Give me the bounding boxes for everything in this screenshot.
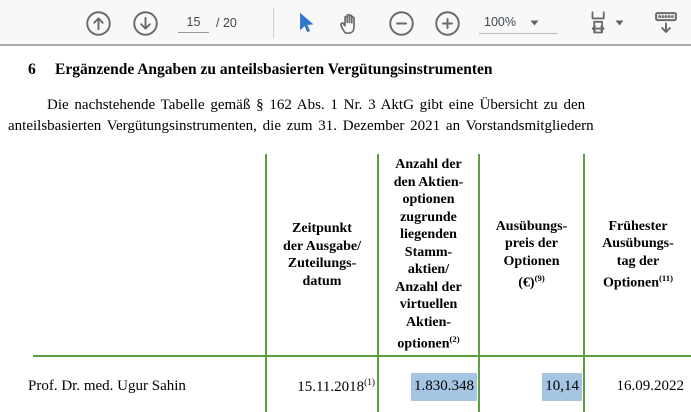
arrow-down-circle-icon	[132, 10, 159, 37]
fit-width-page-icon	[588, 10, 615, 37]
select-tool-button[interactable]	[291, 8, 321, 38]
cursor-arrow-icon	[293, 10, 319, 36]
footnote-marker: (2)	[449, 334, 460, 345]
next-page-button[interactable]	[130, 8, 160, 38]
section-title: Ergänzende Angaben zu anteilsbasierten Vergütungsinstrumenten	[55, 61, 493, 78]
footnote-marker: (11)	[659, 273, 673, 284]
footnote-marker: (1)	[364, 378, 375, 388]
body-paragraph-line-2: anteilsbasierten Vergütungsinstrumenten, die zum 31. Dezember 2021 an Vorstandsmitgliedern	[8, 118, 594, 134]
zoom-in-button[interactable]	[432, 8, 462, 38]
zoom-level-value: 100%	[484, 14, 516, 29]
zoom-out-button[interactable]	[386, 8, 416, 38]
row-earliest-exercise-date: 16.09.2022	[616, 378, 684, 394]
body-paragraph-line-1: Die nachstehende Tabelle gemäß § 162 Abs. 1 Nr. 3 AktG gibt eine Übersicht zu den	[47, 97, 586, 113]
column-header-issue-date: Zeitpunkt der Ausgabe/ Zuteilungs- datum	[283, 221, 361, 289]
arrow-up-circle-icon	[85, 10, 112, 37]
highlighted-exercise-price: 10,14	[542, 373, 582, 401]
caret-down-icon	[516, 13, 539, 31]
plus-circle-icon	[434, 10, 461, 37]
row-issue-date: 15.11.2018$^{(1)}$	[297, 378, 375, 395]
page-number-input[interactable]	[178, 12, 209, 33]
hide-toolbar-button[interactable]	[651, 8, 681, 38]
section-number: 6	[28, 61, 36, 78]
caret-down-icon	[615, 20, 624, 26]
column-header-earliest-exercise: Frühester Ausübungs- tag der Optionen$^{(11)}$	[602, 218, 674, 291]
previous-page-button[interactable]	[83, 8, 113, 38]
hand-tool-button[interactable]	[334, 8, 364, 38]
section-heading	[28, 61, 492, 79]
minus-circle-icon	[388, 10, 415, 37]
fit-width-button[interactable]	[583, 8, 629, 38]
row-name: Prof. Dr. med. Ugur Sahin	[28, 378, 186, 394]
column-header-exercise-price: Ausübungs- preis der Optionen (€)$^{(9)}$	[495, 218, 568, 291]
row-exercise-price	[481, 378, 582, 395]
toolbar-separator	[273, 8, 274, 38]
pdf-toolbar	[0, 0, 691, 46]
table-header-rule	[33, 355, 691, 357]
highlighted-share-count: 1.830.348	[411, 373, 477, 401]
page-count-label: / 20	[216, 16, 237, 30]
hand-icon	[336, 10, 363, 37]
footnote-marker: (9)	[534, 273, 545, 284]
document-page	[0, 48, 691, 412]
row-share-count	[380, 378, 477, 395]
column-header-share-count: Anzahl der den Aktien- optionen zugrunde liegenden Stamm- aktien/ Anzahl der virtuellen Aktien- optionen$^{(2)}$	[393, 157, 464, 353]
toolbar-collapse-arrow-icon	[652, 9, 680, 37]
zoom-level-select[interactable]	[479, 10, 558, 34]
